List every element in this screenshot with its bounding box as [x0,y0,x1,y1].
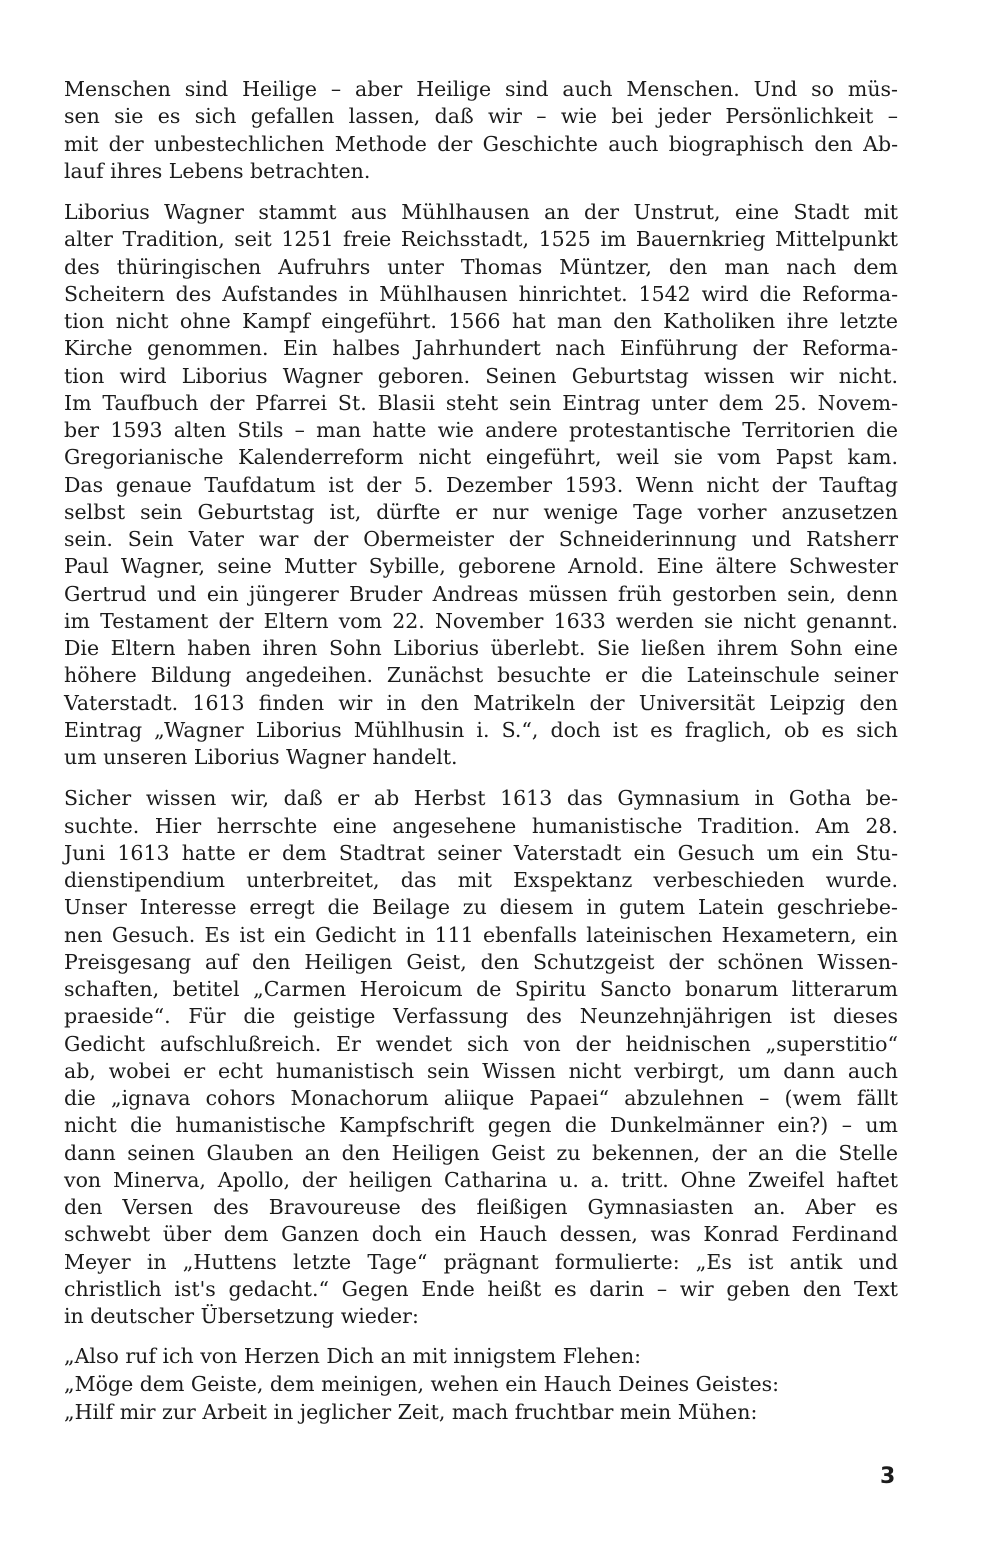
text-line: höhere Bildung angedeihen. Zunächst besuchte er die Lateinschule seiner [64,663,898,688]
text-line: selbst sein Geburtstag ist, dürfte er nur wenige Tage vorher anzusetzen [64,499,898,524]
text-line: Gregorianische Kalenderreform nicht eingeführt, weil sie vom Papst kam. [64,445,898,470]
text-line: lauf ihres Lebens betrachten. [64,158,371,183]
text-line: Das genaue Taufdatum ist der 5. Dezember 1593. Wenn nicht der Tauftag [64,472,898,497]
text-line: praeside“. Für die geistige Verfassung des Neunzehnjährigen ist dieses [64,1004,898,1029]
text-line: Unser Interesse erregt die Beilage zu diesem in gutem Latein geschriebe- [64,895,898,920]
text-line: nen Gesuch. Es ist ein Gedicht in 111 ebenfalls lateinischen Hexametern, ein [64,922,898,947]
text-line: Die Eltern haben ihren Sohn Liborius überlebt. Sie ließen ihrem Sohn eine [64,636,898,660]
verse-line: „Hilf mir zur Arbeit in jeglicher Zeit, mach fruchtbar mein Mühen: [64,1400,758,1425]
text-line: den Versen des Bravoureuse des fleißigen Gymnasiasten an. Aber es [64,1195,898,1219]
text-line: tion wird Liborius Wagner geboren. Seinen Geburtstag wissen wir nicht. [64,363,898,388]
text-line: Eintrag „Wagner Liborius Mühlhusin i. S.“, doch ist es fraglich, ob es sich [64,717,898,742]
text-line: nicht die humanistische Kampfschrift gegen die Dunkelmänner ein?) – um [64,1113,898,1138]
text-line: Sicher wissen wir, daß er ab Herbst 1613 das Gymnasium in Gotha be- [64,786,898,811]
text-line: christlich ist's gedacht.“ Gegen Ende heißt es darin – wir geben den Text [64,1276,898,1301]
text-line: sen sie es sich gefallen lassen, daß wir – wie bei jeder Persönlichkeit – [64,104,898,129]
text-line: um unseren Liborius Wagner handelt. [64,745,458,769]
text-line: schaften, betitel „Carmen Heroicum de Spiritu Sancto bonarum litterarum [64,977,898,1001]
text-line: von Minerva, Apollo, der heiligen Catharina u. a. tritt. Ohne Zweifel haftet [64,1167,898,1192]
paragraph-1 [64,76,898,185]
text-line: Preisgesang auf den Heiligen Geist, den Schutzgeist der schönen Wissen- [64,949,898,974]
verse-line: „Möge dem Geiste, dem meinigen, wehen ein Hauch Deines Geistes: [64,1372,780,1397]
text-line: Juni 1613 hatte er dem Stadtrat seiner Vaterstadt ein Gesuch um ein Stu- [64,840,898,865]
text-line: die „ignava cohors Monachorum aliique Papaei“ abzulehnen – (wem fällt [64,1086,898,1110]
text-line: in deutscher Übersetzung wieder: [64,1304,419,1328]
text-line: mit der unbestechlichen Methode der Geschichte auch biographisch den Ab- [64,131,898,156]
text-line: Gedicht aufschlußreich. Er wendet sich von der heidnischen „superstitio“ [64,1031,898,1056]
text-line: dann seinen Glauben an den Heiligen Geist zu bekennen, der an die Stelle [64,1140,898,1165]
text-line: dienstipendium unterbreitet, das mit Exspektanz verbeschieden wurde. [64,868,898,892]
text-line: des thüringischen Aufruhrs unter Thomas Müntzer, den man nach dem [64,254,898,279]
text-line: Paul Wagner, seine Mutter Sybille, geborene Arnold. Eine ältere Schwester [64,554,898,579]
text-line: Kirche genommen. Ein halbes Jahrhundert nach Einführung der Reforma- [64,336,898,361]
text-line: tion nicht ohne Kampf eingeführt. 1566 hat man den Katholiken ihre letzte [64,309,898,333]
text-line: ber 1593 alten Stils – man hatte wie andere protestantische Territorien die [64,418,898,442]
text-line: ab, wobei er echt humanistisch sein Wissen nicht verbirgt, um dann auch [64,1058,898,1083]
paragraph-3 [64,785,898,1330]
text-line: Vaterstadt. 1613 finden wir in den Matrikeln der Universität Leipzig den [64,690,898,715]
text-line: alter Tradition, seit 1251 freie Reichsstadt, 1525 im Bauernkrieg Mittelpunkt [64,227,898,252]
text-line: schwebt über dem Ganzen doch ein Hauch dessen, was Konrad Ferdinand [64,1222,898,1247]
text-line: Gertrud und ein jüngerer Bruder Andreas müssen früh gestorben sein, denn [64,581,898,606]
text-line: im Testament der Eltern vom 22. November 1633 werden sie nicht genannt. [64,608,898,633]
text-line: Menschen sind Heilige – aber Heilige sind auch Menschen. Und so müs- [64,77,898,101]
text-line: suchte. Hier herrschte eine angesehene humanistische Tradition. Am 28. [64,813,898,838]
text-line: Im Taufbuch der Pfarrei St. Blasii steht sein Eintrag unter dem 25. Novem- [64,390,898,415]
body-text [64,76,898,1426]
text-line: sein. Sein Vater war der Obermeister der Schneiderinnung und Ratsherr [64,527,898,551]
verse-quotation [64,1342,898,1426]
text-line: Meyer in „Huttens letzte Tage“ prägnant formulierte: „Es ist antik und [64,1249,898,1274]
text-line: Liborius Wagner stammt aus Mühlhausen an der Unstrut, eine Stadt mit [64,200,898,224]
verse-line: „Also ruf ich von Herzen Dich an mit innigstem Flehen: [64,1344,642,1369]
page-number: 3 [880,1464,896,1489]
text-line: Scheitern des Aufstandes in Mühlhausen hinrichtet. 1542 wird die Reforma- [64,281,898,306]
paragraph-2 [64,199,898,771]
